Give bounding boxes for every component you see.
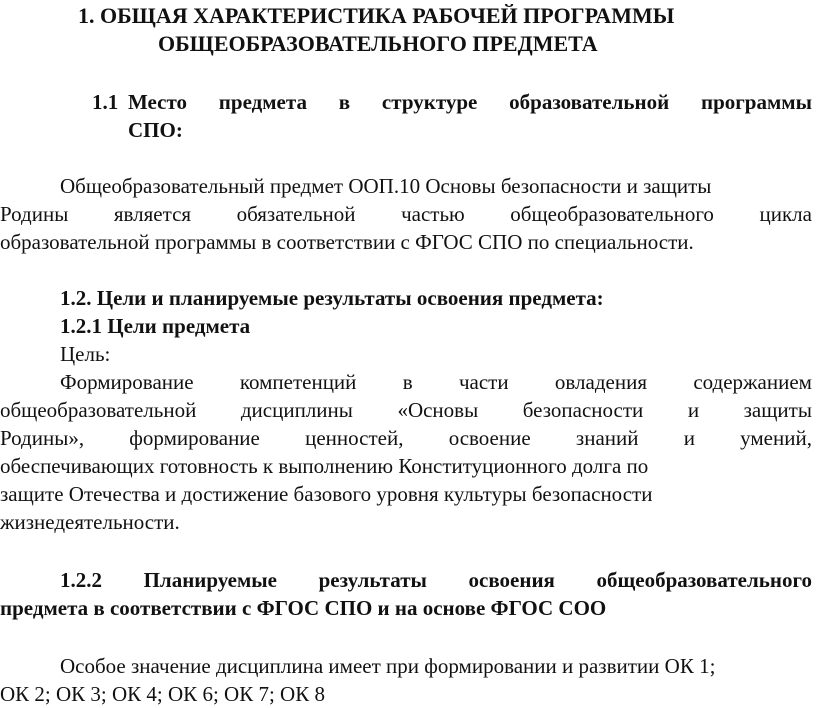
word: цикла xyxy=(759,202,812,226)
word: Родины xyxy=(0,202,69,226)
word: знаний xyxy=(575,426,639,450)
subsection-heading-line-2: предмета в соответствии с ФГОС СПО и на основе ФГОС СОО xyxy=(0,596,607,620)
word: ценностей, xyxy=(305,426,404,450)
word: результаты xyxy=(318,568,427,592)
goal-line: обеспечивающих готовность к выполнению Конституционного долга по xyxy=(0,454,649,478)
word: овладения xyxy=(554,370,647,394)
paragraph-line: образовательной программы в соответствии с ФГОС СПО по специальности. xyxy=(0,230,694,254)
goal-line xyxy=(0,396,812,424)
word: дисциплины xyxy=(240,398,353,422)
word: освоения xyxy=(468,568,555,592)
word: Место xyxy=(128,90,187,114)
word: компетенций xyxy=(239,370,357,394)
paragraph-line: Общеобразовательный предмет ООП.10 Основы безопасности и защиты xyxy=(60,174,712,198)
goal-label: Цель: xyxy=(60,342,111,366)
word: содержанием xyxy=(693,370,812,394)
word: умений, xyxy=(740,426,812,450)
goal-line: защите Отечества и достижение базового уровня культуры безопасности xyxy=(0,482,653,506)
word: в xyxy=(338,90,351,114)
heading-line-1: 1. ОБЩАЯ ХАРАКТЕРИСТИКА РАБОЧЕЙ ПРОГРАММЫ xyxy=(78,3,675,28)
word: 1.2.2 xyxy=(60,568,102,592)
word: общеобразовательной xyxy=(0,398,197,422)
section-number: 1.1 xyxy=(92,90,119,114)
word: Родины», xyxy=(0,426,85,450)
word: обязательной xyxy=(236,202,356,226)
subsection-heading-line-1 xyxy=(60,566,812,594)
word: и xyxy=(687,398,700,422)
word: формирование xyxy=(129,426,260,450)
word: освоение xyxy=(448,426,531,450)
subsection-heading: 1.2.1 Цели предмета xyxy=(60,314,251,338)
goal-line: жизнедеятельности. xyxy=(0,510,180,534)
word: программы xyxy=(700,90,812,114)
word: образовательной xyxy=(509,90,670,114)
goal-line xyxy=(60,368,812,396)
word: и xyxy=(683,426,695,450)
word: Формирование xyxy=(60,370,194,394)
paragraph-line xyxy=(0,200,812,228)
word: частью xyxy=(401,202,465,226)
word: предмета xyxy=(218,90,307,114)
closing-line: ОК 2; ОК 3; ОК 4; ОК 6; ОК 7; ОК 8 xyxy=(0,682,325,706)
section-title-line-1 xyxy=(128,88,812,116)
word: безопасности xyxy=(522,398,644,422)
word: в xyxy=(402,370,413,394)
word: является xyxy=(113,202,192,226)
word: защиты xyxy=(743,398,812,422)
goal-line xyxy=(0,424,812,452)
heading-line-2: ОБЩЕОБРАЗОВАТЕЛЬНОГО ПРЕДМЕТА xyxy=(158,31,598,56)
word: Планируемые xyxy=(143,568,278,592)
word: части xyxy=(458,370,509,394)
word: общеобразовательного xyxy=(596,568,812,592)
closing-line: Особое значение дисциплина имеет при формировании и развитии ОК 1; xyxy=(60,654,716,678)
word: «Основы xyxy=(397,398,479,422)
section-title-line-2: СПО: xyxy=(128,118,183,142)
section-heading: 1.2. Цели и планируемые результаты освоения предмета: xyxy=(60,286,604,310)
word: общеобразовательного xyxy=(510,202,714,226)
word: структуре xyxy=(381,90,478,114)
